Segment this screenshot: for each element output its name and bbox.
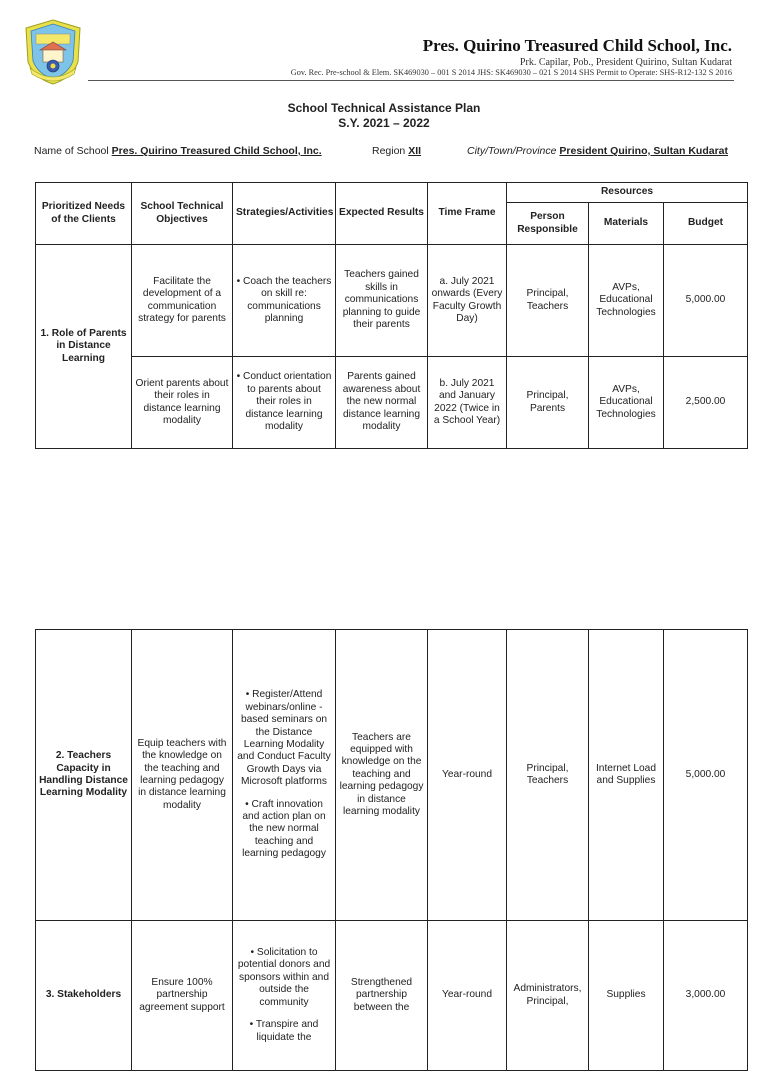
- time-cell: Year-round: [428, 921, 507, 1071]
- school-address: Prk. Capilar, Pob., President Quirino, Sultan Kudarat: [519, 57, 732, 68]
- city-label: City/Town/Province: [467, 145, 557, 157]
- region-label: Region: [372, 145, 406, 157]
- strategy-cell: [233, 357, 336, 449]
- school-value: Pres. Quirino Treasured Child School, Inc.: [111, 145, 322, 157]
- region-value: XII: [408, 145, 422, 157]
- technical-assistance-table-continued: [35, 629, 748, 1071]
- person-cell: Principal, Parents: [507, 357, 589, 449]
- bullet-icon: •: [245, 798, 252, 810]
- need-cell: 1. Role of Parents in Distance Learning: [36, 245, 132, 449]
- bullet-icon: •: [250, 947, 257, 959]
- materials-cell: AVPs, Educational Technologies: [589, 357, 664, 449]
- col-needs: Prioritized Needs of the Clients: [36, 183, 132, 245]
- technical-assistance-table: [35, 182, 748, 449]
- result-cell: Teachers gained skills in communications planning to guide their parents: [336, 245, 428, 357]
- materials-cell: Supplies: [589, 921, 664, 1071]
- table-row: [36, 245, 748, 357]
- bullet-icon: •: [236, 275, 244, 287]
- school-logo: [22, 18, 84, 86]
- bullet-icon: •: [245, 689, 253, 701]
- strategy-cell: [233, 245, 336, 357]
- table-row: [36, 630, 748, 921]
- time-cell: Year-round: [428, 630, 507, 921]
- budget-cell: 2,500.00: [664, 357, 748, 449]
- time-cell: b. July 2021 and January 2022 (Twice in a School Year): [428, 357, 507, 449]
- school-name: Pres. Quirino Treasured Child School, Inc.: [422, 36, 732, 55]
- person-cell: Principal, Teachers: [507, 245, 589, 357]
- objective-cell: Ensure 100% partnership agreement support: [132, 921, 233, 1071]
- materials-cell: AVPs, Educational Technologies: [589, 245, 664, 357]
- school-permits: Gov. Rec. Pre-school & Elem. SK469030 – 001 S 2014 JHS: SK469030 – 021 S 2014 SHS Permit to Operate: SHS-R12-132 S 2016: [290, 68, 732, 77]
- budget-cell: 5,000.00: [664, 245, 748, 357]
- school-label: Name of School: [34, 145, 109, 157]
- materials-cell: Internet Load and Supplies: [589, 630, 664, 921]
- strategy-item: • Transpire and liquidate the: [249, 1019, 319, 1043]
- col-results: Expected Results: [336, 183, 428, 245]
- col-budget: Budget: [664, 203, 748, 245]
- col-person: Person Responsible: [507, 203, 589, 245]
- col-objectives: School Technical Objectives: [132, 183, 233, 245]
- school-info: [34, 145, 322, 157]
- objective-cell: Equip teachers with the knowledge on the teaching and learning pedagogy in distance learning modality: [132, 630, 233, 921]
- region-info: [372, 145, 421, 157]
- budget-cell: 3,000.00: [664, 921, 748, 1071]
- need-cell: 3. Stakeholders: [36, 921, 132, 1071]
- objective-cell: Orient parents about their roles in distance learning modality: [132, 357, 233, 449]
- need-cell: 2. Teachers Capacity in Handling Distance Learning Modality: [36, 630, 132, 921]
- header-rule: [88, 80, 734, 81]
- document-title: School Technical Assistance Plan: [287, 101, 481, 115]
- objective-cell: Facilitate the development of a communication strategy for parents: [132, 245, 233, 357]
- col-strategies: Strategies/Activities: [233, 183, 336, 245]
- strategy-item: • Craft innovation and action plan on the new normal teaching and learning pedagogy: [242, 798, 326, 860]
- header-row: [36, 183, 748, 203]
- table-row: [36, 921, 748, 1071]
- strategy-item: • Solicitation to potential donors and sponsors within and outside the community: [237, 947, 331, 1008]
- strategy-cell: [233, 630, 336, 921]
- strategy-item: • Coach the teachers on skill re: communications planning: [236, 275, 332, 324]
- strategy-item: • Register/Attend webinars/online -based seminars on the Distance Learning Modality and Conduct Faculty Growth Days via Microsoft platforms: [237, 689, 331, 788]
- time-cell: a. July 2021 onwards (Every Faculty Growth Day): [428, 245, 507, 357]
- strategy-cell: [233, 921, 336, 1071]
- budget-cell: 5,000.00: [664, 630, 748, 921]
- table-row: [36, 357, 748, 449]
- col-materials: Materials: [589, 203, 664, 245]
- strategy-item: • Conduct orientation to parents about their roles in distance learning modality: [236, 371, 332, 433]
- city-value: President Quirino, Sultan Kudarat: [559, 145, 729, 157]
- col-resources: Resources: [507, 183, 748, 203]
- result-cell: Strengthened partnership between the: [336, 921, 428, 1071]
- bullet-icon: •: [249, 1019, 256, 1031]
- city-info: [467, 145, 728, 157]
- result-cell: Parents gained awareness about the new normal distance learning modality: [336, 357, 428, 449]
- school-year: S.Y. 2021 – 2022: [338, 116, 430, 130]
- bullet-icon: •: [236, 371, 244, 383]
- person-cell: Principal, Teachers: [507, 630, 589, 921]
- col-time-frame: Time Frame: [428, 183, 507, 245]
- result-cell: Teachers are equipped with knowledge on the teaching and learning pedagogy in distance learning modality: [336, 630, 428, 921]
- person-cell: Administrators, Principal,: [507, 921, 589, 1071]
